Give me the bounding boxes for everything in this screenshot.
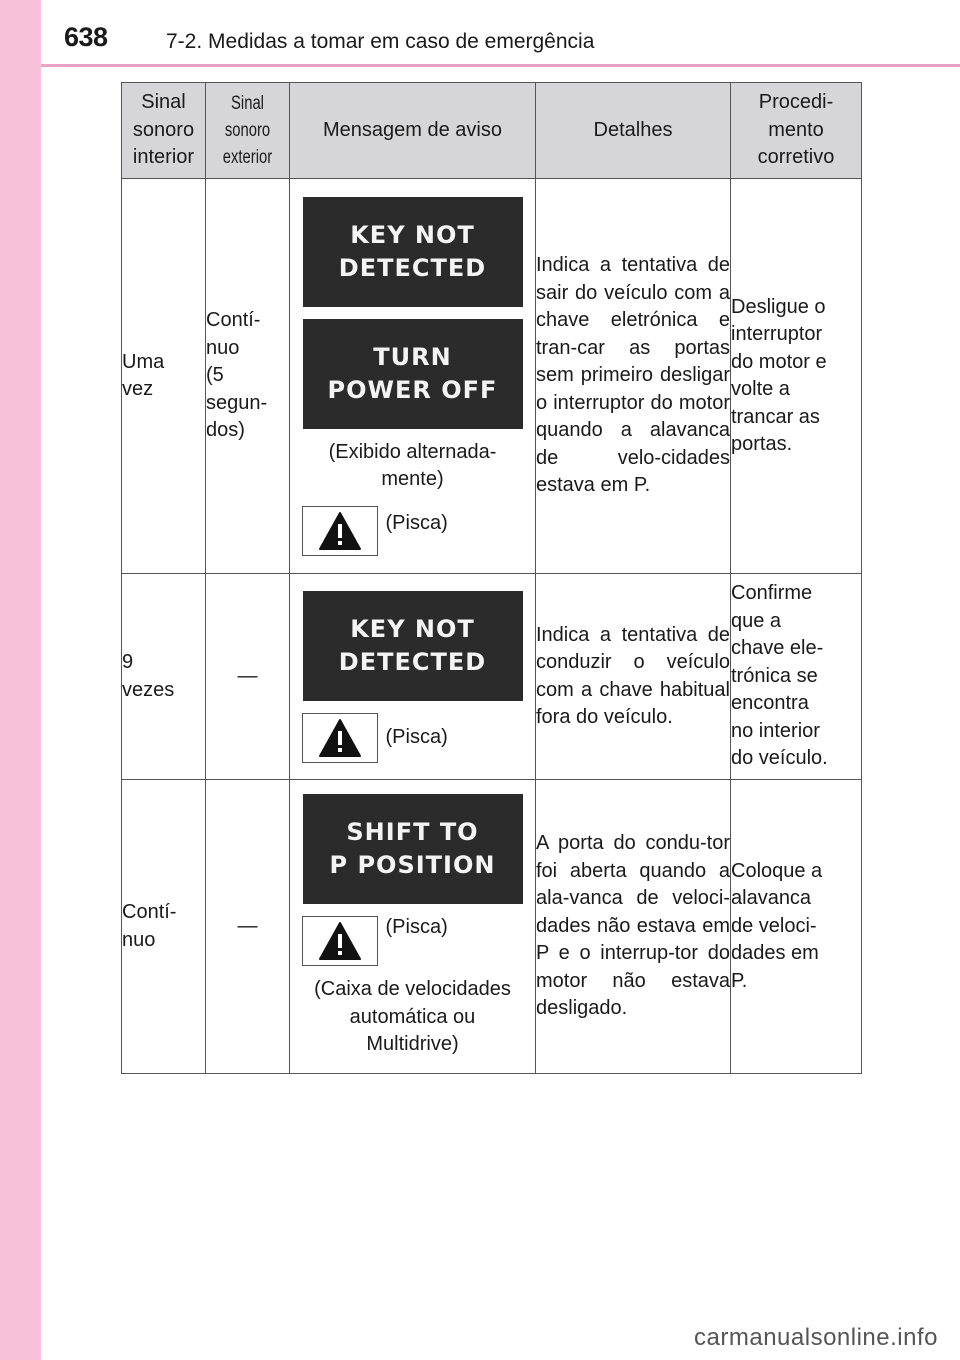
display-turn-power-off: TURN POWER OFF — [303, 319, 523, 429]
table-row — [122, 179, 862, 574]
watermark: carmanualsonline.info — [694, 1324, 938, 1351]
display-note: (Caixa de velocidades automática ou Multidrive) — [314, 978, 511, 1056]
cell-exterior: — — [206, 780, 290, 1074]
cell-procedure: Confirme que a chave ele- trónica se encontra no interior do veículo. — [731, 574, 862, 780]
cell-details: Indica a tentativa de conduzir o veículo com a chave habitual fora do veículo. — [536, 574, 731, 780]
warning-light-label: (Pisca) — [385, 916, 448, 939]
warning-light-row — [302, 506, 524, 556]
warning-light-label: (Pisca) — [385, 725, 448, 748]
cell-warning-message — [290, 179, 536, 574]
header-warning-message: Mensagem de aviso — [290, 83, 536, 179]
cell-interior: 9 vezes — [122, 574, 206, 780]
cell-procedure: Coloque a alavanca de veloci- dades em P. — [731, 780, 862, 1074]
page-number: 638 — [64, 22, 108, 52]
warning-light-label: (Pisca) — [385, 511, 448, 534]
table-row — [122, 574, 862, 780]
header-interior-buzzer: Sinal sonoro interior — [122, 83, 206, 179]
warning-triangle-icon — [302, 916, 378, 966]
cell-exterior: — — [206, 574, 290, 780]
header-exterior-buzzer: Sinal sonoro exterior — [206, 83, 290, 179]
warning-light-row — [302, 916, 524, 966]
section-title: 7-2. Medidas a tomar em caso de emergência — [166, 30, 595, 53]
cell-interior: Contí- nuo — [122, 780, 206, 1074]
header-procedure: Procedi- mento corretivo — [731, 83, 862, 179]
header-rule — [41, 64, 960, 67]
header-details: Detalhes — [536, 83, 731, 179]
cell-details: Indica a tentativa de sair do veículo com a chave eletrónica e tran-car as portas sem primeiro desligar o interruptor do motor quando a alavanca de velo-cidades estava em P. — [536, 179, 731, 574]
warning-triangle-icon — [302, 506, 378, 556]
cell-exterior: Contí- nuo (5 segun- dos) — [206, 179, 290, 574]
cell-interior: Uma vez — [122, 179, 206, 574]
cell-warning-message — [290, 574, 536, 780]
table-row — [122, 780, 862, 1074]
display-note: (Exibido alternada- mente) — [328, 440, 497, 490]
table-header-row — [122, 83, 862, 179]
warning-light-row — [302, 713, 524, 763]
cell-warning-message — [290, 780, 536, 1074]
display-shift-to-p-position: SHIFT TO P POSITION — [303, 794, 523, 904]
warning-triangle-icon — [302, 713, 378, 763]
warning-table — [121, 82, 862, 1074]
page-side-strip — [0, 0, 41, 1360]
display-key-not-detected: KEY NOT DETECTED — [303, 197, 523, 307]
cell-details: A porta do condu-tor foi aberta quando a ala-vanca de veloci-dades não estava em P e o interrup-tor do motor não estava desligado. — [536, 780, 731, 1074]
cell-procedure: Desligue o interruptor do motor e volte a trancar as portas. — [731, 179, 862, 574]
display-key-not-detected: KEY NOT DETECTED — [303, 591, 523, 701]
